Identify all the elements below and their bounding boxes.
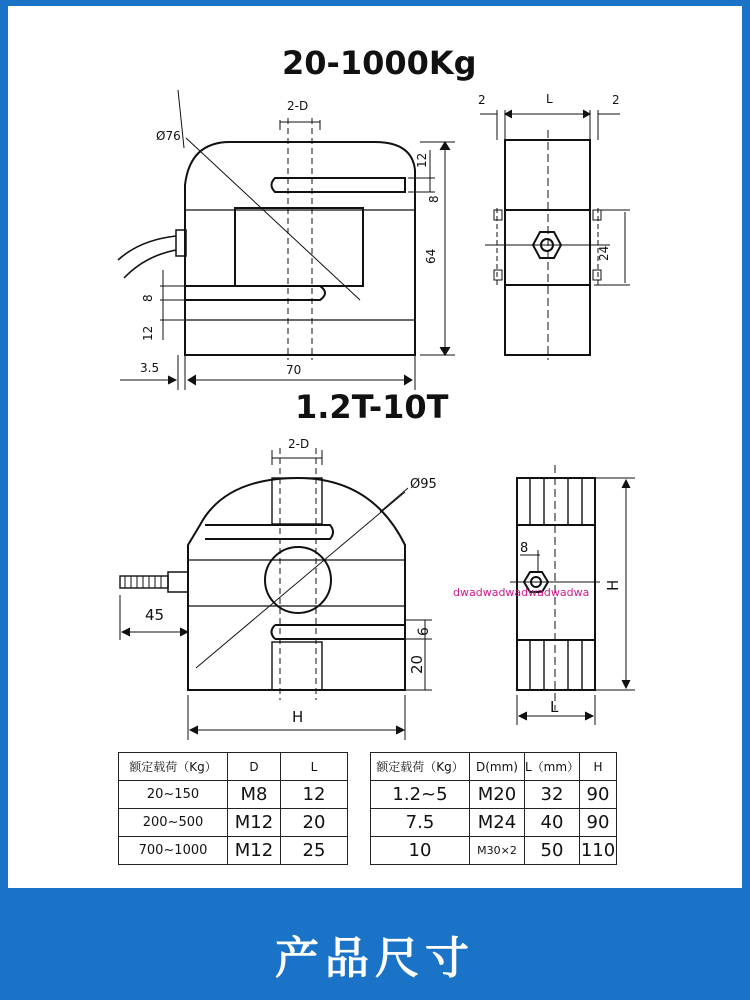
table-cell: 32 <box>525 781 580 809</box>
table-cell: M24 <box>470 809 525 837</box>
table-row <box>371 781 617 809</box>
table-cell: 20 <box>281 809 348 837</box>
top-front-drawing <box>100 90 470 400</box>
table-row <box>371 837 617 865</box>
top-diameter-label: Ø76 <box>156 129 181 143</box>
table-cell: 50 <box>525 837 580 865</box>
bottom-front-drawing <box>110 430 460 740</box>
top-lower-slot <box>185 286 325 300</box>
table-cell: 10 <box>371 837 470 865</box>
table-header-cell: D <box>228 753 281 781</box>
top-body-outline <box>185 142 415 355</box>
table-row <box>119 781 348 809</box>
table-header-cell: L <box>281 753 348 781</box>
top-dim-64: 64 <box>424 248 438 264</box>
bottom-upper-slot <box>205 525 333 539</box>
table-cell: 12 <box>281 781 348 809</box>
table-cell: 90 <box>580 809 617 837</box>
table-cell: 40 <box>525 809 580 837</box>
title-large-range: 1.2T-10T <box>295 388 449 426</box>
bottom-dim-45: 45 <box>145 606 165 624</box>
table-cell: 1.2~5 <box>371 781 470 809</box>
top-2d-label: 2-D <box>287 99 309 113</box>
top-dim-12b: 12 <box>141 325 155 341</box>
top-dim-35: 3.5 <box>140 361 160 375</box>
bottom-side-dim-8: 8 <box>520 541 529 556</box>
table-row <box>371 809 617 837</box>
top-side-drawing <box>470 90 640 365</box>
top-side-gap-left: 2 <box>478 93 486 107</box>
title-small-range: 20-1000Kg <box>282 44 477 82</box>
footer-label: 产品尺寸 <box>275 933 475 984</box>
top-upper-slot <box>272 178 406 192</box>
bottom-dim-20: 20 <box>408 654 426 674</box>
table-cell: 20~150 <box>119 781 228 809</box>
bottom-side-dim-h: H <box>604 579 622 591</box>
table-cell: 110 <box>580 837 617 865</box>
table-cell: 25 <box>281 837 348 865</box>
spec-table-small <box>118 752 348 865</box>
table-cell: 200~500 <box>119 809 228 837</box>
top-dim-8b: 8 <box>141 294 155 302</box>
bottom-dim-6: 6 <box>416 627 432 636</box>
footer-banner <box>0 888 750 1000</box>
table-header-cell: 额定载荷（Kg） <box>371 753 470 781</box>
spec-table-large <box>370 752 617 865</box>
table-cell: M30×2 <box>470 837 525 865</box>
table-header-cell: D(mm) <box>470 753 525 781</box>
top-center-window <box>235 208 363 286</box>
top-dim-8a: 8 <box>427 195 441 203</box>
table-cell: M20 <box>470 781 525 809</box>
table-cell: M12 <box>228 837 281 865</box>
table-header-cell: 额定载荷（Kg） <box>119 753 228 781</box>
table-cell: 700~1000 <box>119 837 228 865</box>
table-header-row <box>371 753 617 781</box>
table-cell: M12 <box>228 809 281 837</box>
bottom-lower-slot <box>272 625 406 639</box>
top-side-l-label: L <box>546 92 553 106</box>
table-cell: 7.5 <box>371 809 470 837</box>
top-dim-70: 70 <box>286 363 302 377</box>
table-row <box>119 809 348 837</box>
table-row <box>119 837 348 865</box>
top-side-dim-24: 24 <box>597 245 611 261</box>
watermark-text: dwadwadwadwadwadwa <box>453 586 590 599</box>
table-header-row <box>119 753 348 781</box>
bottom-side-body <box>517 478 595 690</box>
bottom-side-dim-l: L <box>550 698 559 716</box>
top-side-gap-right: 2 <box>612 93 620 107</box>
table-cell: 90 <box>580 781 617 809</box>
table-header-cell: L（mm） <box>525 753 580 781</box>
table-cell: M8 <box>228 781 281 809</box>
bottom-dim-h: H <box>292 708 304 726</box>
bottom-side-drawing <box>505 460 645 740</box>
bottom-2d-label: 2-D <box>288 437 310 451</box>
table-header-cell: H <box>580 753 617 781</box>
top-dim-12a: 12 <box>415 152 429 168</box>
bottom-center-hole <box>265 547 331 613</box>
bottom-cable-gland <box>168 572 188 592</box>
cable <box>118 236 176 278</box>
bottom-diameter-label: Ø95 <box>410 477 437 492</box>
